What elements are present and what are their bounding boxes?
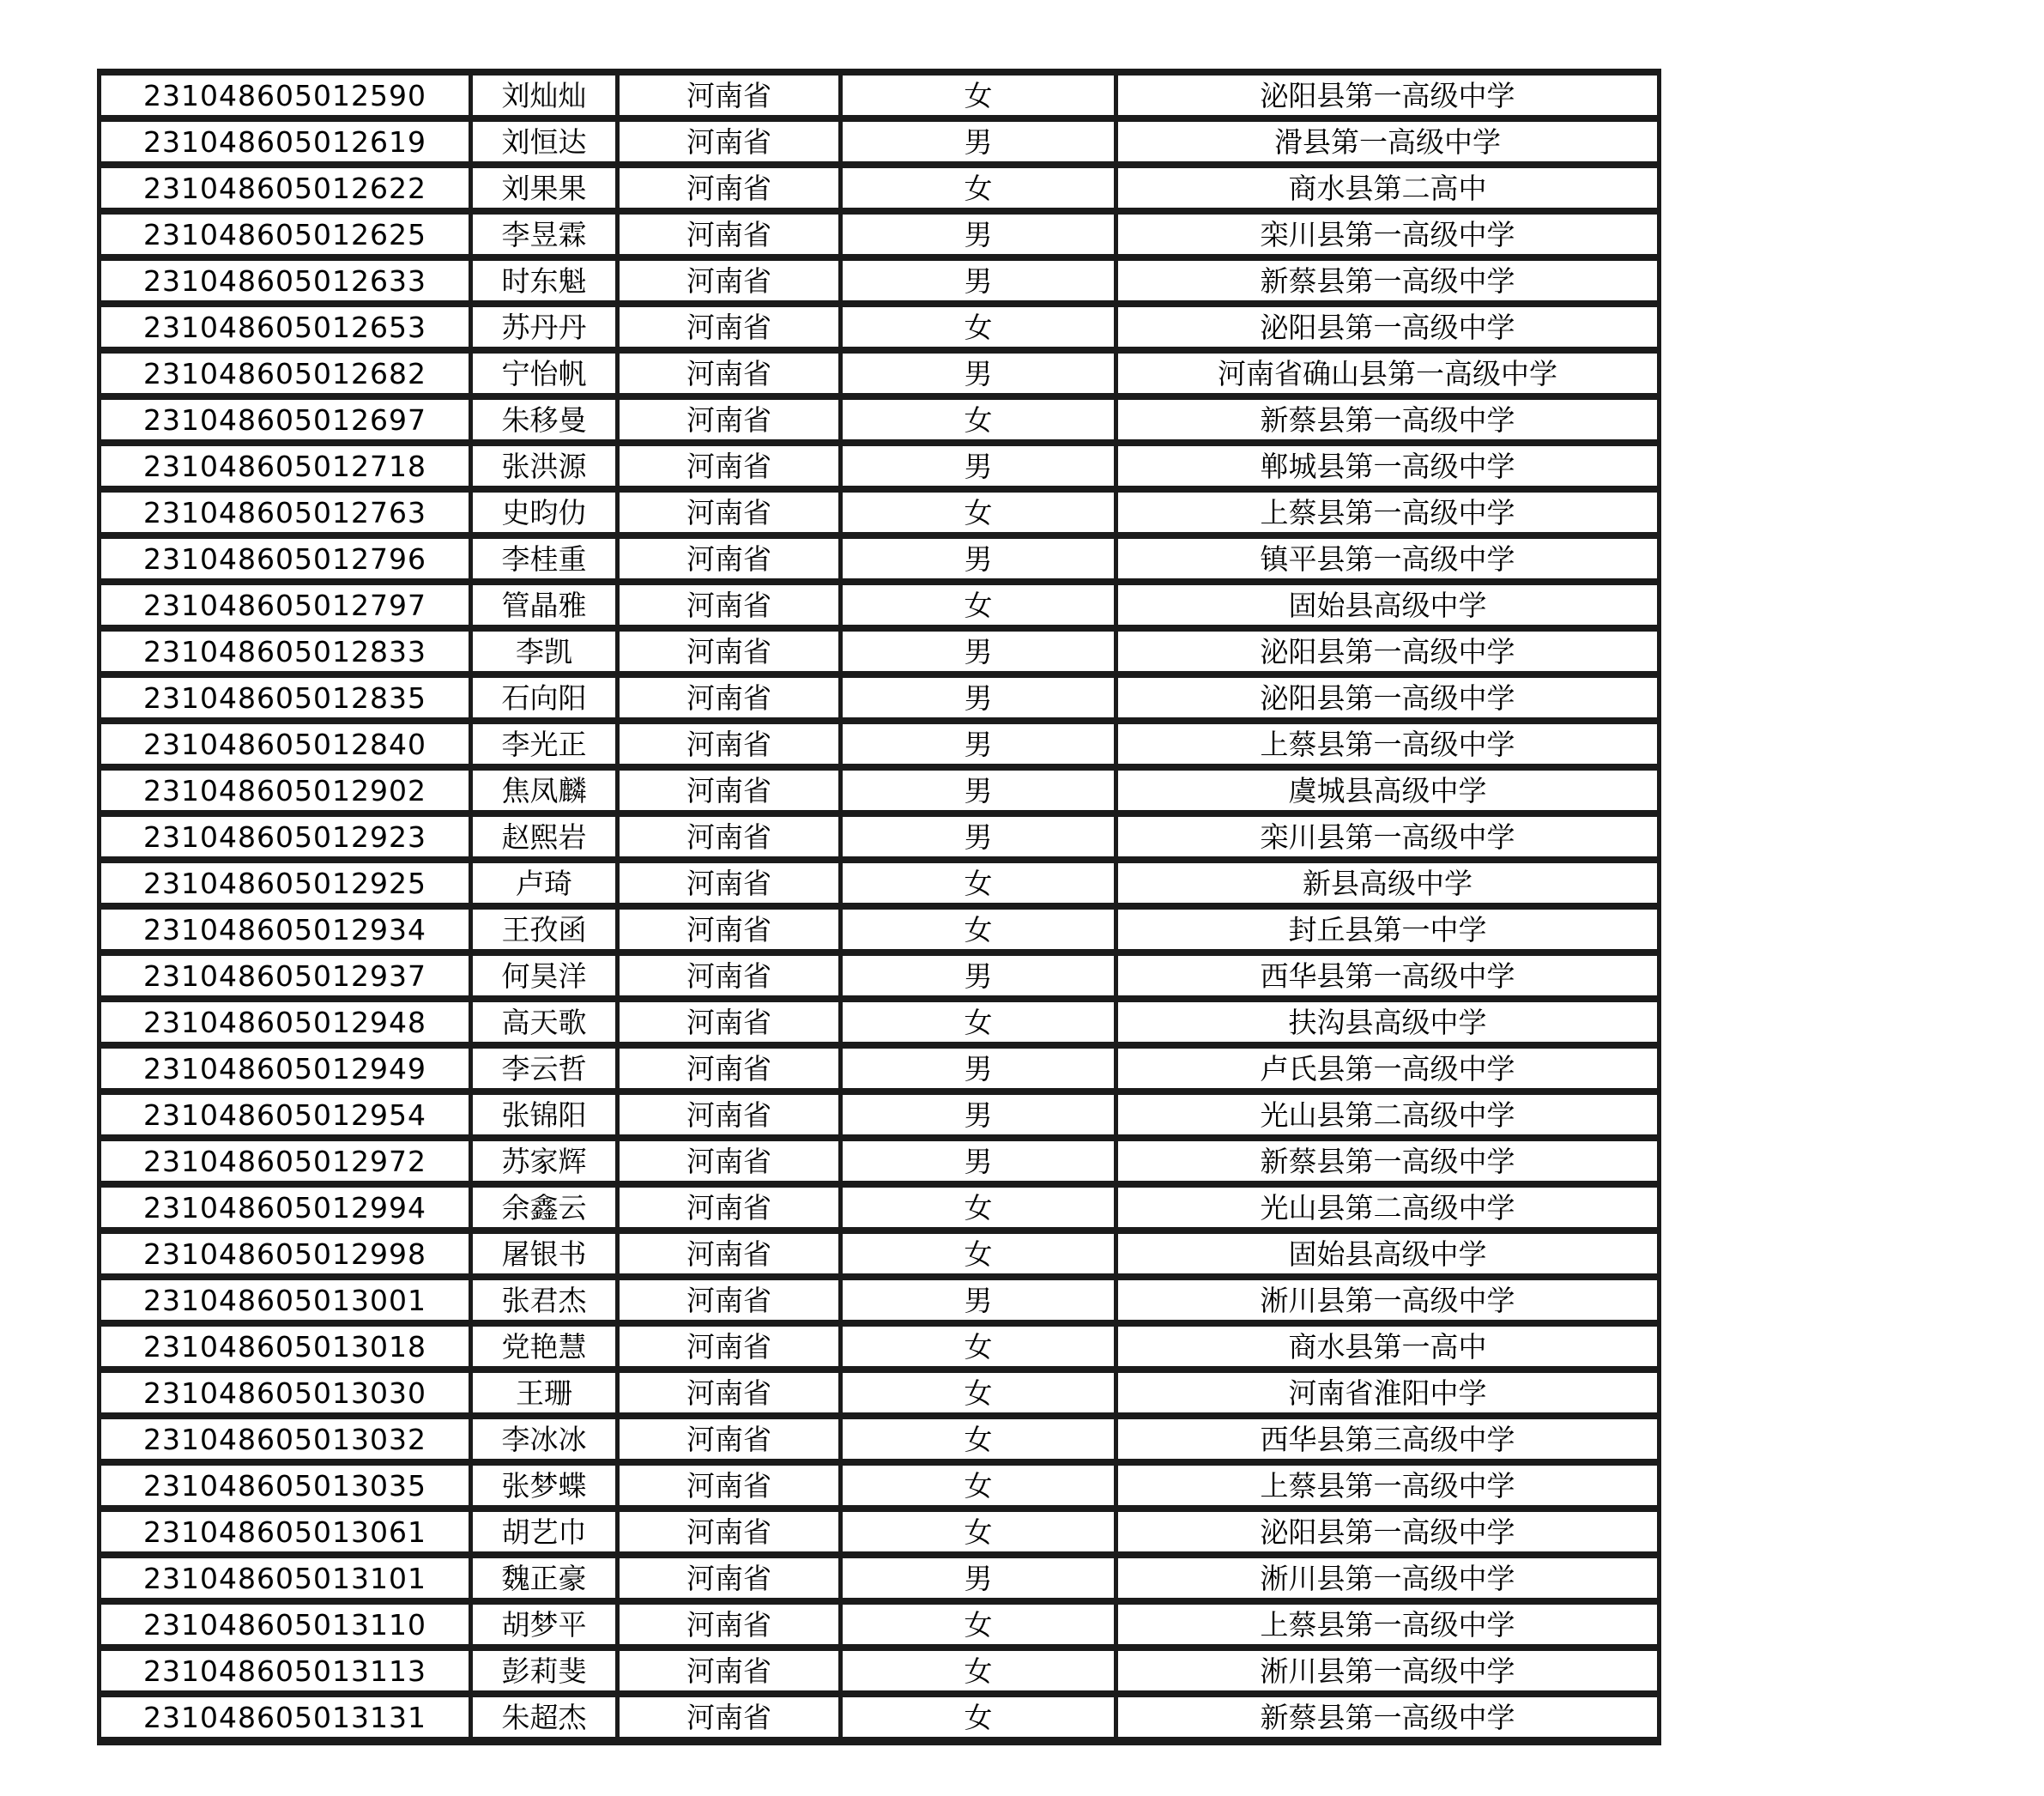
student-name-cell: 胡艺巾 (471, 1509, 618, 1555)
table-row (100, 304, 1660, 350)
exam-id-cell: 231048605013101 (100, 1555, 471, 1601)
gender-cell: 男 (841, 350, 1116, 396)
school-cell: 光山县第二高级中学 (1116, 1184, 1660, 1231)
gender-cell: 男 (841, 1555, 1116, 1601)
province-cell: 河南省 (618, 1184, 841, 1231)
student-name-cell: 张锦阳 (471, 1092, 618, 1138)
province-cell: 河南省 (618, 1231, 841, 1277)
exam-id-cell: 231048605012972 (100, 1138, 471, 1184)
table-row (100, 1370, 1660, 1416)
exam-id-cell: 231048605012763 (100, 489, 471, 535)
gender-cell: 男 (841, 767, 1116, 813)
student-name-cell: 李光正 (471, 721, 618, 767)
student-name-cell: 李凯 (471, 628, 618, 674)
province-cell: 河南省 (618, 582, 841, 628)
student-name-cell: 石向阳 (471, 674, 618, 721)
province-cell: 河南省 (618, 535, 841, 582)
table-row (100, 1231, 1660, 1277)
gender-cell: 女 (841, 1184, 1116, 1231)
exam-id-cell: 231048605012653 (100, 304, 471, 350)
exam-id-cell: 231048605013035 (100, 1462, 471, 1509)
table-row (100, 906, 1660, 952)
gender-cell: 男 (841, 1092, 1116, 1138)
student-name-cell: 刘灿灿 (471, 72, 618, 118)
exam-id-cell: 231048605013061 (100, 1509, 471, 1555)
exam-id-cell: 231048605012937 (100, 952, 471, 999)
student-name-cell: 余鑫云 (471, 1184, 618, 1231)
table-row (100, 860, 1660, 906)
school-cell: 西华县第一高级中学 (1116, 952, 1660, 999)
province-cell: 河南省 (618, 906, 841, 952)
school-cell: 栾川县第一高级中学 (1116, 813, 1660, 860)
student-name-cell: 史昀仂 (471, 489, 618, 535)
gender-cell: 男 (841, 813, 1116, 860)
province-cell: 河南省 (618, 813, 841, 860)
table-row (100, 813, 1660, 860)
exam-id-cell: 231048605012718 (100, 443, 471, 489)
student-name-cell: 王孜函 (471, 906, 618, 952)
school-cell: 镇平县第一高级中学 (1116, 535, 1660, 582)
table-row (100, 257, 1660, 304)
school-cell: 泌阳县第一高级中学 (1116, 304, 1660, 350)
school-cell: 封丘县第一中学 (1116, 906, 1660, 952)
school-cell: 上蔡县第一高级中学 (1116, 1601, 1660, 1648)
province-cell: 河南省 (618, 767, 841, 813)
student-name-cell: 张洪源 (471, 443, 618, 489)
gender-cell: 女 (841, 1509, 1116, 1555)
gender-cell: 男 (841, 443, 1116, 489)
exam-id-cell: 231048605012682 (100, 350, 471, 396)
table-row (100, 952, 1660, 999)
school-cell: 泌阳县第一高级中学 (1116, 674, 1660, 721)
table-row (100, 1648, 1660, 1694)
student-roster-table-container (97, 69, 1661, 1745)
exam-id-cell: 231048605013032 (100, 1416, 471, 1462)
table-row (100, 1416, 1660, 1462)
exam-id-cell: 231048605012949 (100, 1045, 471, 1092)
province-cell: 河南省 (618, 118, 841, 165)
province-cell: 河南省 (618, 1370, 841, 1416)
exam-id-cell: 231048605012796 (100, 535, 471, 582)
school-cell: 固始县高级中学 (1116, 582, 1660, 628)
table-row (100, 350, 1660, 396)
student-name-cell: 魏正豪 (471, 1555, 618, 1601)
province-cell: 河南省 (618, 1601, 841, 1648)
school-cell: 固始县高级中学 (1116, 1231, 1660, 1277)
province-cell: 河南省 (618, 165, 841, 211)
gender-cell: 男 (841, 628, 1116, 674)
gender-cell: 男 (841, 1138, 1116, 1184)
school-cell: 淅川县第一高级中学 (1116, 1555, 1660, 1601)
table-row (100, 1184, 1660, 1231)
exam-id-cell: 231048605012633 (100, 257, 471, 304)
table-row (100, 535, 1660, 582)
exam-id-cell: 231048605012619 (100, 118, 471, 165)
gender-cell: 女 (841, 165, 1116, 211)
province-cell: 河南省 (618, 72, 841, 118)
school-cell: 虞城县高级中学 (1116, 767, 1660, 813)
gender-cell: 男 (841, 535, 1116, 582)
student-name-cell: 高天歌 (471, 999, 618, 1045)
gender-cell: 女 (841, 72, 1116, 118)
gender-cell: 女 (841, 1323, 1116, 1370)
student-name-cell: 彭莉斐 (471, 1648, 618, 1694)
school-cell: 新蔡县第一高级中学 (1116, 257, 1660, 304)
gender-cell: 女 (841, 1370, 1116, 1416)
school-cell: 商水县第一高中 (1116, 1323, 1660, 1370)
province-cell: 河南省 (618, 1648, 841, 1694)
gender-cell: 男 (841, 211, 1116, 257)
exam-id-cell: 231048605012697 (100, 396, 471, 443)
table-row (100, 118, 1660, 165)
gender-cell: 女 (841, 1601, 1116, 1648)
school-cell: 滑县第一高级中学 (1116, 118, 1660, 165)
school-cell: 河南省淮阳中学 (1116, 1370, 1660, 1416)
gender-cell: 女 (841, 304, 1116, 350)
school-cell: 上蔡县第一高级中学 (1116, 721, 1660, 767)
gender-cell: 男 (841, 674, 1116, 721)
student-name-cell: 党艳慧 (471, 1323, 618, 1370)
province-cell: 河南省 (618, 1323, 841, 1370)
gender-cell: 女 (841, 860, 1116, 906)
school-cell: 新蔡县第一高级中学 (1116, 1694, 1660, 1741)
gender-cell: 女 (841, 999, 1116, 1045)
province-cell: 河南省 (618, 674, 841, 721)
table-row (100, 396, 1660, 443)
table-row (100, 1601, 1660, 1648)
gender-cell: 女 (841, 1462, 1116, 1509)
gender-cell: 女 (841, 582, 1116, 628)
student-name-cell: 李昱霖 (471, 211, 618, 257)
exam-id-cell: 231048605012998 (100, 1231, 471, 1277)
table-row (100, 1694, 1660, 1741)
province-cell: 河南省 (618, 350, 841, 396)
school-cell: 新县高级中学 (1116, 860, 1660, 906)
student-name-cell: 王珊 (471, 1370, 618, 1416)
table-row (100, 674, 1660, 721)
table-row (100, 999, 1660, 1045)
province-cell: 河南省 (618, 721, 841, 767)
table-row (100, 489, 1660, 535)
student-name-cell: 何昊洋 (471, 952, 618, 999)
province-cell: 河南省 (618, 396, 841, 443)
province-cell: 河南省 (618, 952, 841, 999)
gender-cell: 男 (841, 721, 1116, 767)
exam-id-cell: 231048605013018 (100, 1323, 471, 1370)
student-roster-table (97, 69, 1661, 1745)
table-row (100, 1555, 1660, 1601)
province-cell: 河南省 (618, 257, 841, 304)
table-row (100, 1509, 1660, 1555)
student-name-cell: 刘恒达 (471, 118, 618, 165)
student-name-cell: 李桂重 (471, 535, 618, 582)
province-cell: 河南省 (618, 1462, 841, 1509)
province-cell: 河南省 (618, 304, 841, 350)
student-name-cell: 宁怡帆 (471, 350, 618, 396)
school-cell: 西华县第三高级中学 (1116, 1416, 1660, 1462)
student-name-cell: 朱超杰 (471, 1694, 618, 1741)
province-cell: 河南省 (618, 1555, 841, 1601)
exam-id-cell: 231048605012994 (100, 1184, 471, 1231)
table-row (100, 1323, 1660, 1370)
student-name-cell: 时东魁 (471, 257, 618, 304)
school-cell: 上蔡县第一高级中学 (1116, 1462, 1660, 1509)
gender-cell: 男 (841, 952, 1116, 999)
school-cell: 商水县第二高中 (1116, 165, 1660, 211)
table-row (100, 1138, 1660, 1184)
student-name-cell: 苏丹丹 (471, 304, 618, 350)
gender-cell: 男 (841, 1045, 1116, 1092)
gender-cell: 女 (841, 396, 1116, 443)
province-cell: 河南省 (618, 443, 841, 489)
school-cell: 淅川县第一高级中学 (1116, 1277, 1660, 1323)
school-cell: 郸城县第一高级中学 (1116, 443, 1660, 489)
student-name-cell: 张君杰 (471, 1277, 618, 1323)
exam-id-cell: 231048605012622 (100, 165, 471, 211)
student-name-cell: 卢琦 (471, 860, 618, 906)
exam-id-cell: 231048605012923 (100, 813, 471, 860)
exam-id-cell: 231048605013110 (100, 1601, 471, 1648)
table-row (100, 767, 1660, 813)
province-cell: 河南省 (618, 628, 841, 674)
exam-id-cell: 231048605012590 (100, 72, 471, 118)
school-cell: 卢氏县第一高级中学 (1116, 1045, 1660, 1092)
exam-id-cell: 231048605012625 (100, 211, 471, 257)
exam-id-cell: 231048605013113 (100, 1648, 471, 1694)
exam-id-cell: 231048605012833 (100, 628, 471, 674)
gender-cell: 女 (841, 1231, 1116, 1277)
province-cell: 河南省 (618, 489, 841, 535)
exam-id-cell: 231048605012934 (100, 906, 471, 952)
gender-cell: 男 (841, 257, 1116, 304)
school-cell: 泌阳县第一高级中学 (1116, 628, 1660, 674)
province-cell: 河南省 (618, 1092, 841, 1138)
gender-cell: 女 (841, 489, 1116, 535)
gender-cell: 女 (841, 1416, 1116, 1462)
gender-cell: 男 (841, 1277, 1116, 1323)
school-cell: 光山县第二高级中学 (1116, 1092, 1660, 1138)
exam-id-cell: 231048605013131 (100, 1694, 471, 1741)
province-cell: 河南省 (618, 1416, 841, 1462)
table-row (100, 1045, 1660, 1092)
exam-id-cell: 231048605012925 (100, 860, 471, 906)
exam-id-cell: 231048605012948 (100, 999, 471, 1045)
exam-id-cell: 231048605012835 (100, 674, 471, 721)
school-cell: 扶沟县高级中学 (1116, 999, 1660, 1045)
school-cell: 泌阳县第一高级中学 (1116, 72, 1660, 118)
table-row (100, 443, 1660, 489)
table-row (100, 165, 1660, 211)
student-name-cell: 屠银书 (471, 1231, 618, 1277)
student-name-cell: 李云哲 (471, 1045, 618, 1092)
gender-cell: 女 (841, 906, 1116, 952)
gender-cell: 女 (841, 1648, 1116, 1694)
school-cell: 新蔡县第一高级中学 (1116, 1138, 1660, 1184)
school-cell: 泌阳县第一高级中学 (1116, 1509, 1660, 1555)
school-cell: 淅川县第一高级中学 (1116, 1648, 1660, 1694)
student-name-cell: 管晶雅 (471, 582, 618, 628)
table-row (100, 721, 1660, 767)
school-cell: 上蔡县第一高级中学 (1116, 489, 1660, 535)
student-name-cell: 焦凤麟 (471, 767, 618, 813)
province-cell: 河南省 (618, 211, 841, 257)
exam-id-cell: 231048605012840 (100, 721, 471, 767)
province-cell: 河南省 (618, 1277, 841, 1323)
school-cell: 栾川县第一高级中学 (1116, 211, 1660, 257)
province-cell: 河南省 (618, 999, 841, 1045)
province-cell: 河南省 (618, 1138, 841, 1184)
gender-cell: 女 (841, 1694, 1116, 1741)
student-name-cell: 胡梦平 (471, 1601, 618, 1648)
exam-id-cell: 231048605013030 (100, 1370, 471, 1416)
student-name-cell: 李冰冰 (471, 1416, 618, 1462)
table-row (100, 1277, 1660, 1323)
table-row (100, 1462, 1660, 1509)
exam-id-cell: 231048605012954 (100, 1092, 471, 1138)
student-name-cell: 张梦蝶 (471, 1462, 618, 1509)
exam-id-cell: 231048605012902 (100, 767, 471, 813)
exam-id-cell: 231048605012797 (100, 582, 471, 628)
student-name-cell: 赵熙岩 (471, 813, 618, 860)
province-cell: 河南省 (618, 1694, 841, 1741)
province-cell: 河南省 (618, 1045, 841, 1092)
province-cell: 河南省 (618, 860, 841, 906)
school-cell: 新蔡县第一高级中学 (1116, 396, 1660, 443)
gender-cell: 男 (841, 118, 1116, 165)
exam-id-cell: 231048605013001 (100, 1277, 471, 1323)
table-row (100, 1092, 1660, 1138)
table-row (100, 628, 1660, 674)
table-row (100, 72, 1660, 118)
province-cell: 河南省 (618, 1509, 841, 1555)
table-row (100, 211, 1660, 257)
student-name-cell: 苏家辉 (471, 1138, 618, 1184)
student-name-cell: 刘果果 (471, 165, 618, 211)
school-cell: 河南省确山县第一高级中学 (1116, 350, 1660, 396)
student-name-cell: 朱移曼 (471, 396, 618, 443)
table-row (100, 582, 1660, 628)
student-roster-table-body (100, 72, 1660, 1741)
